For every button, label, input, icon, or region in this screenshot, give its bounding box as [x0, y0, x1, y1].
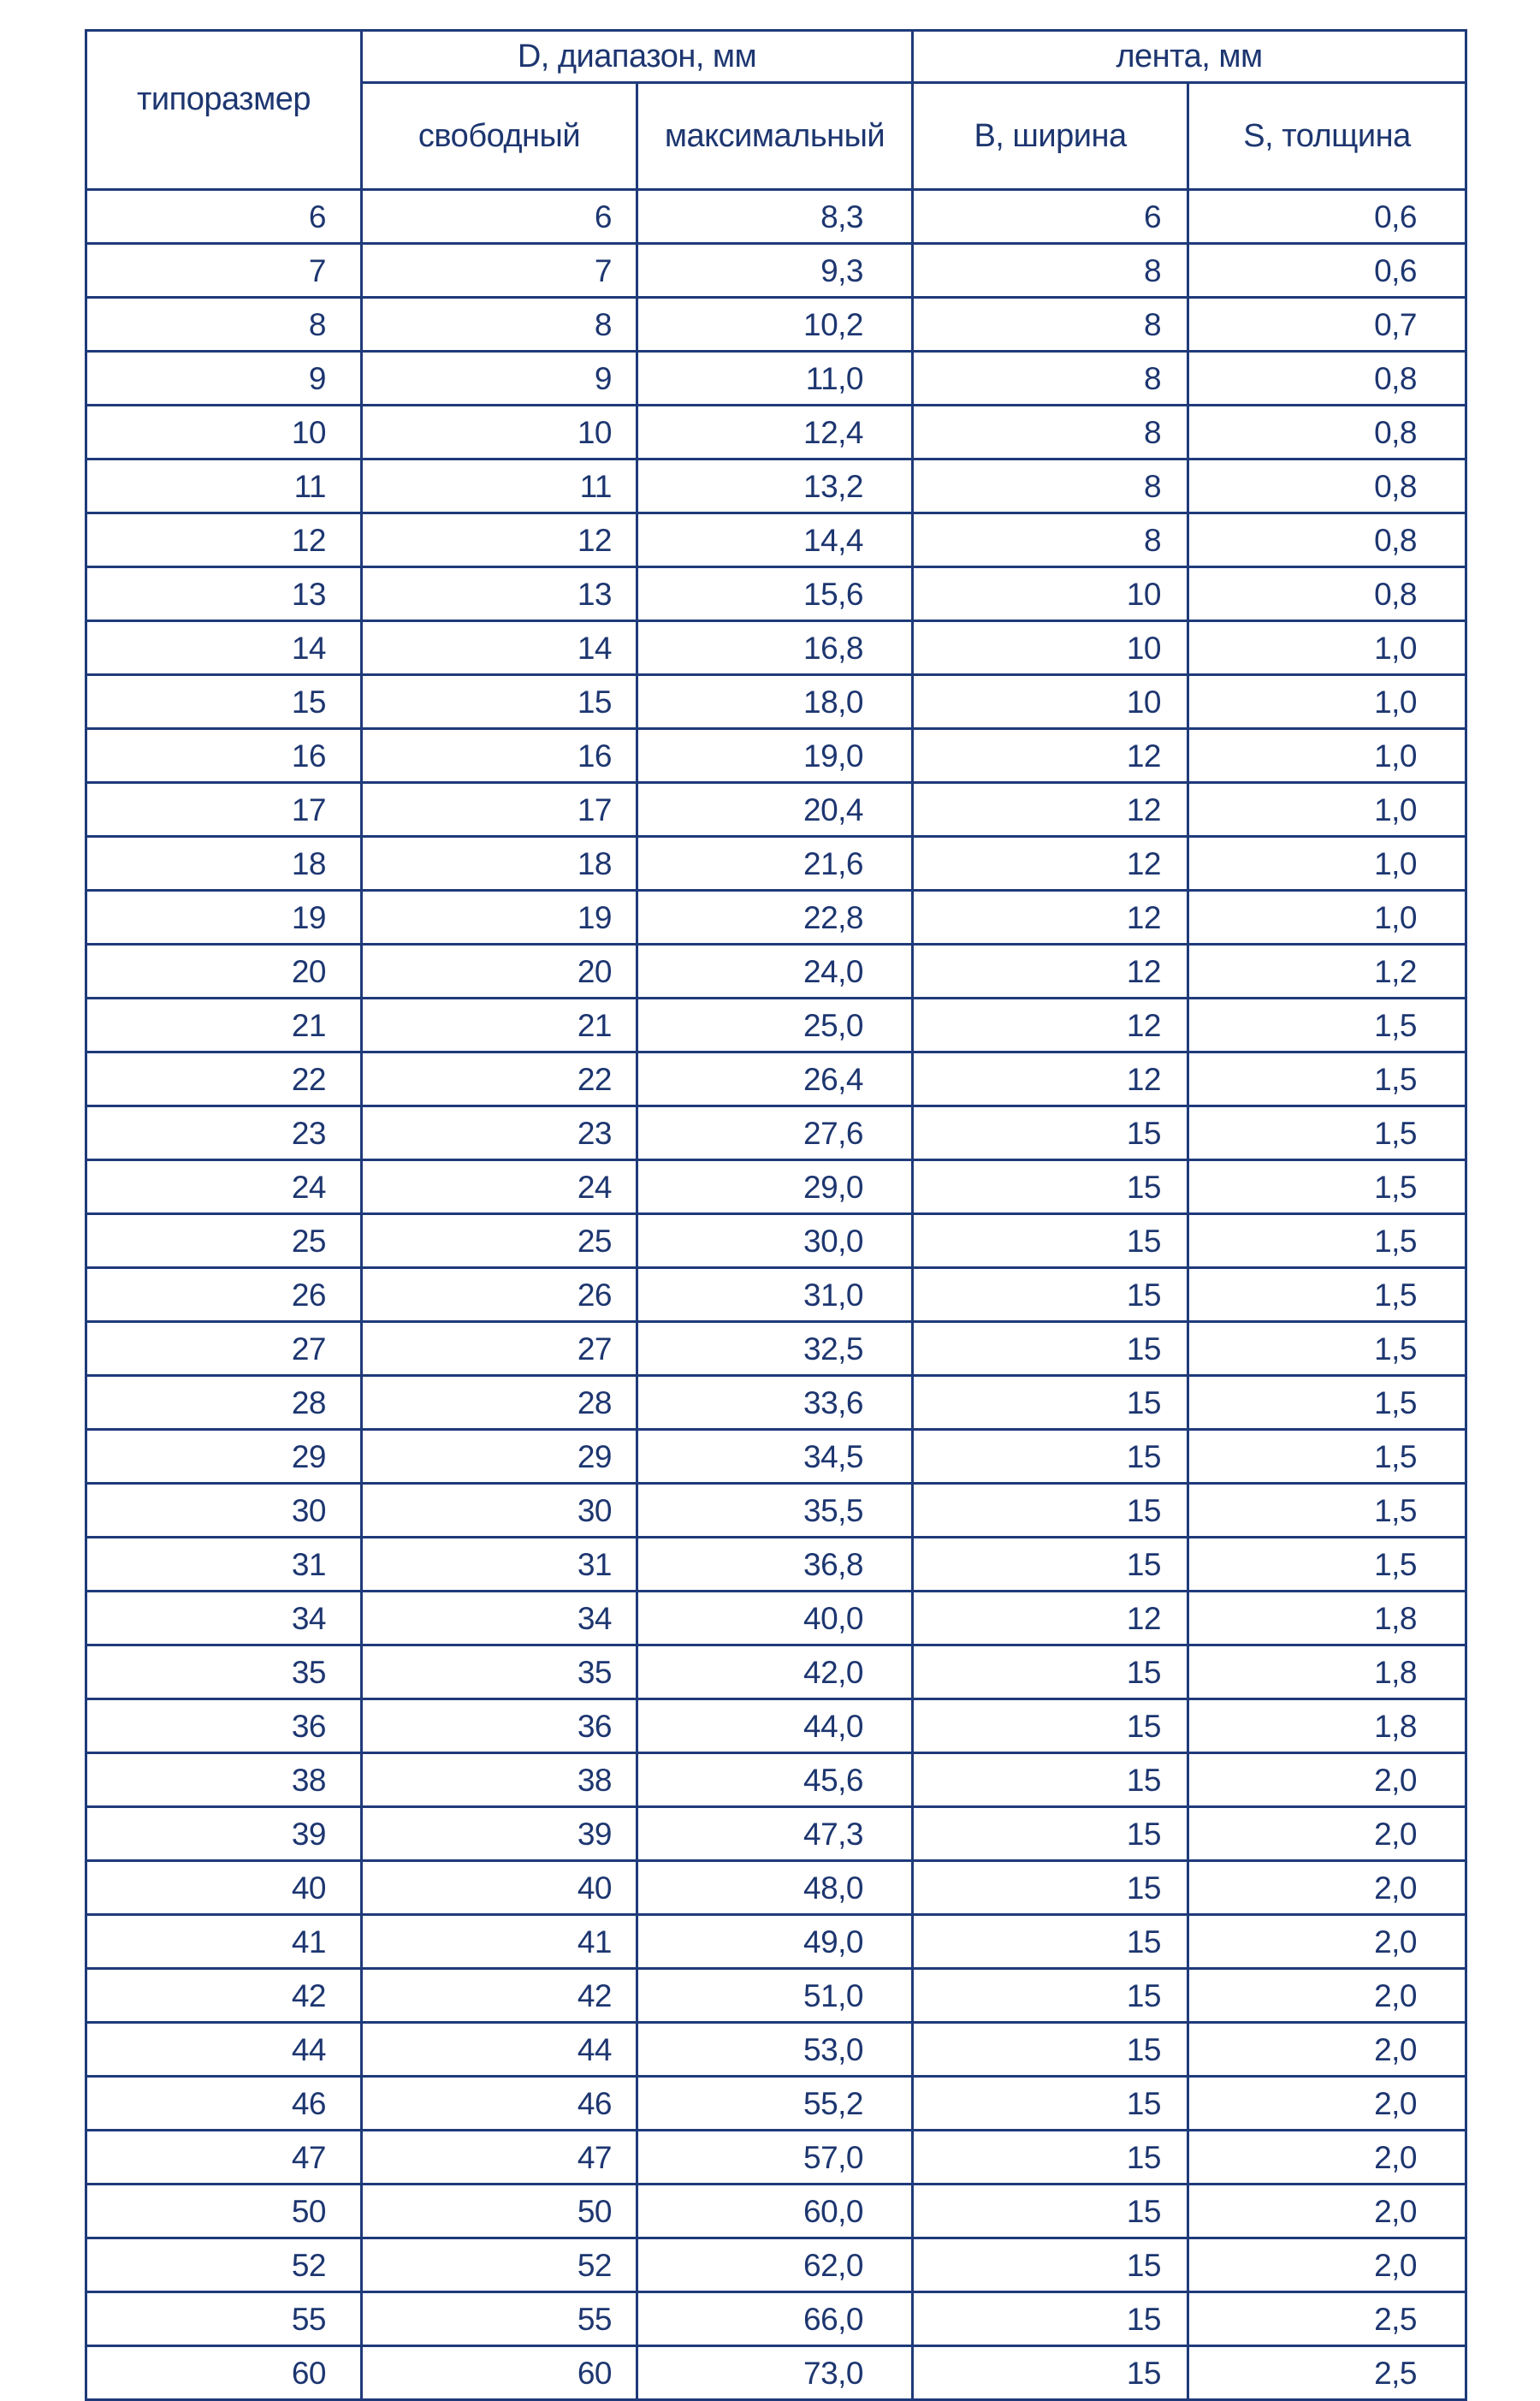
- cell-d-free: 22: [362, 1052, 637, 1106]
- cell-size: 22: [86, 1052, 362, 1106]
- cell-d-max: 66,0: [637, 2292, 913, 2346]
- cell-size: 21: [86, 999, 362, 1052]
- table-row: [86, 675, 1466, 729]
- cell-d-free: 38: [362, 1753, 637, 1807]
- cell-size: 16: [86, 729, 362, 783]
- cell-tape-thickness: 1,5: [1188, 999, 1466, 1052]
- cell-d-max: 57,0: [637, 2131, 913, 2185]
- cell-d-free: 46: [362, 2077, 637, 2131]
- cell-d-max: 49,0: [637, 1915, 913, 1969]
- cell-d-max: 16,8: [637, 621, 913, 675]
- cell-d-free: 30: [362, 1484, 637, 1538]
- cell-d-free: 50: [362, 2185, 637, 2238]
- cell-size: 52: [86, 2238, 362, 2292]
- cell-d-free: 10: [362, 406, 637, 459]
- cell-size: 26: [86, 1268, 362, 1322]
- cell-size: 13: [86, 567, 362, 621]
- cell-d-max: 45,6: [637, 1753, 913, 1807]
- table-row: [86, 1915, 1466, 1969]
- cell-d-free: 15: [362, 675, 637, 729]
- cell-d-free: 47: [362, 2131, 637, 2185]
- cell-tape-thickness: 2,0: [1188, 2077, 1466, 2131]
- cell-tape-width: 15: [913, 1376, 1188, 1430]
- cell-tape-width: 15: [913, 1699, 1188, 1753]
- cell-tape-thickness: 0,8: [1188, 459, 1466, 513]
- cell-tape-thickness: 2,5: [1188, 2292, 1466, 2346]
- cell-d-max: 44,0: [637, 1699, 913, 1753]
- cell-size: 29: [86, 1430, 362, 1484]
- cell-tape-thickness: 1,8: [1188, 1592, 1466, 1645]
- cell-tape-width: 12: [913, 999, 1188, 1052]
- cell-size: 55: [86, 2292, 362, 2346]
- cell-size: 36: [86, 1699, 362, 1753]
- cell-d-free: 34: [362, 1592, 637, 1645]
- table-row: [86, 1160, 1466, 1214]
- cell-size: 7: [86, 244, 362, 298]
- table-body: [86, 190, 1466, 2400]
- cell-size: 34: [86, 1592, 362, 1645]
- cell-tape-thickness: 1,0: [1188, 729, 1466, 783]
- cell-tape-width: 12: [913, 729, 1188, 783]
- table-row: [86, 783, 1466, 837]
- cell-tape-thickness: 1,5: [1188, 1430, 1466, 1484]
- table-row: [86, 1052, 1466, 1106]
- cell-tape-width: 8: [913, 244, 1188, 298]
- cell-d-free: 13: [362, 567, 637, 621]
- cell-tape-width: 15: [913, 1322, 1188, 1376]
- cell-d-free: 17: [362, 783, 637, 837]
- cell-tape-thickness: 2,0: [1188, 1969, 1466, 2023]
- cell-size: 42: [86, 1969, 362, 2023]
- cell-d-free: 52: [362, 2238, 637, 2292]
- cell-tape-thickness: 0,8: [1188, 352, 1466, 406]
- table-row: [86, 190, 1466, 244]
- cell-d-max: 42,0: [637, 1645, 913, 1699]
- cell-d-max: 27,6: [637, 1106, 913, 1160]
- cell-size: 11: [86, 459, 362, 513]
- cell-tape-thickness: 1,5: [1188, 1214, 1466, 1268]
- cell-d-free: 23: [362, 1106, 637, 1160]
- cell-size: 15: [86, 675, 362, 729]
- table-row: [86, 1214, 1466, 1268]
- cell-size: 38: [86, 1753, 362, 1807]
- table-row: [86, 298, 1466, 352]
- cell-tape-width: 15: [913, 1214, 1188, 1268]
- cell-d-free: 60: [362, 2346, 637, 2400]
- table-row: [86, 1268, 1466, 1322]
- cell-size: 6: [86, 190, 362, 244]
- cell-size: 28: [86, 1376, 362, 1430]
- table-row: [86, 1645, 1466, 1699]
- cell-size: 23: [86, 1106, 362, 1160]
- cell-d-free: 6: [362, 190, 637, 244]
- table-row: [86, 244, 1466, 298]
- header-size: типоразмер: [86, 31, 362, 190]
- cell-tape-thickness: 1,2: [1188, 945, 1466, 999]
- cell-d-max: 36,8: [637, 1538, 913, 1592]
- cell-size: 44: [86, 2023, 362, 2077]
- cell-size: 40: [86, 1861, 362, 1915]
- cell-tape-width: 10: [913, 675, 1188, 729]
- cell-tape-thickness: 0,8: [1188, 513, 1466, 567]
- cell-size: 35: [86, 1645, 362, 1699]
- cell-d-max: 55,2: [637, 2077, 913, 2131]
- cell-tape-width: 15: [913, 1538, 1188, 1592]
- header-tape: лента, мм: [913, 31, 1466, 83]
- cell-d-max: 10,2: [637, 298, 913, 352]
- cell-tape-width: 15: [913, 2131, 1188, 2185]
- cell-size: 10: [86, 406, 362, 459]
- cell-tape-width: 15: [913, 1160, 1188, 1214]
- cell-d-max: 47,3: [637, 1807, 913, 1861]
- table-row: [86, 1106, 1466, 1160]
- cell-size: 47: [86, 2131, 362, 2185]
- cell-tape-thickness: 1,0: [1188, 837, 1466, 891]
- cell-tape-width: 15: [913, 2346, 1188, 2400]
- table-row: [86, 837, 1466, 891]
- cell-tape-thickness: 1,0: [1188, 675, 1466, 729]
- cell-d-max: 60,0: [637, 2185, 913, 2238]
- cell-d-max: 11,0: [637, 352, 913, 406]
- cell-size: 19: [86, 891, 362, 945]
- cell-d-free: 35: [362, 1645, 637, 1699]
- cell-tape-thickness: 0,8: [1188, 567, 1466, 621]
- cell-size: 9: [86, 352, 362, 406]
- cell-tape-thickness: 1,5: [1188, 1106, 1466, 1160]
- table-row: [86, 567, 1466, 621]
- table-row: [86, 2292, 1466, 2346]
- cell-tape-width: 10: [913, 567, 1188, 621]
- header-d-max: максимальный: [637, 83, 913, 190]
- cell-tape-width: 15: [913, 2185, 1188, 2238]
- cell-tape-width: 8: [913, 298, 1188, 352]
- cell-d-max: 21,6: [637, 837, 913, 891]
- cell-tape-width: 8: [913, 352, 1188, 406]
- table-row: [86, 621, 1466, 675]
- cell-tape-width: 15: [913, 1106, 1188, 1160]
- cell-d-free: 9: [362, 352, 637, 406]
- cell-d-max: 26,4: [637, 1052, 913, 1106]
- table-row: [86, 2346, 1466, 2400]
- table-row: [86, 1699, 1466, 1753]
- table-row: [86, 459, 1466, 513]
- cell-d-max: 12,4: [637, 406, 913, 459]
- cell-tape-width: 8: [913, 513, 1188, 567]
- cell-d-free: 55: [362, 2292, 637, 2346]
- cell-size: 18: [86, 837, 362, 891]
- cell-tape-thickness: 1,5: [1188, 1052, 1466, 1106]
- table-header: [86, 31, 1466, 190]
- table-row: [86, 352, 1466, 406]
- cell-d-max: 62,0: [637, 2238, 913, 2292]
- cell-tape-width: 6: [913, 190, 1188, 244]
- cell-size: 41: [86, 1915, 362, 1969]
- cell-d-max: 8,3: [637, 190, 913, 244]
- cell-d-free: 11: [362, 459, 637, 513]
- cell-tape-thickness: 1,5: [1188, 1376, 1466, 1430]
- table-row: [86, 891, 1466, 945]
- cell-d-free: 27: [362, 1322, 637, 1376]
- header-d-free: свободный: [362, 83, 637, 190]
- cell-d-max: 13,2: [637, 459, 913, 513]
- header-tape-width: В, ширина: [913, 83, 1188, 190]
- table-row: [86, 513, 1466, 567]
- table-row: [86, 1376, 1466, 1430]
- cell-tape-thickness: 2,0: [1188, 2131, 1466, 2185]
- cell-tape-thickness: 2,0: [1188, 2238, 1466, 2292]
- cell-d-free: 21: [362, 999, 637, 1052]
- cell-size: 14: [86, 621, 362, 675]
- cell-tape-thickness: 2,0: [1188, 1753, 1466, 1807]
- cell-tape-thickness: 2,0: [1188, 1861, 1466, 1915]
- cell-tape-width: 12: [913, 1052, 1188, 1106]
- cell-tape-width: 15: [913, 2238, 1188, 2292]
- cell-tape-width: 12: [913, 1592, 1188, 1645]
- cell-d-free: 39: [362, 1807, 637, 1861]
- cell-d-free: 12: [362, 513, 637, 567]
- cell-d-free: 19: [362, 891, 637, 945]
- cell-d-max: 25,0: [637, 999, 913, 1052]
- cell-d-free: 7: [362, 244, 637, 298]
- cell-tape-thickness: 1,5: [1188, 1322, 1466, 1376]
- cell-size: 25: [86, 1214, 362, 1268]
- cell-d-max: 9,3: [637, 244, 913, 298]
- cell-size: 39: [86, 1807, 362, 1861]
- cell-tape-thickness: 1,5: [1188, 1484, 1466, 1538]
- cell-tape-width: 15: [913, 1915, 1188, 1969]
- cell-tape-width: 15: [913, 1430, 1188, 1484]
- cell-d-free: 25: [362, 1214, 637, 1268]
- cell-tape-thickness: 1,5: [1188, 1538, 1466, 1592]
- table-row: [86, 2023, 1466, 2077]
- cell-tape-thickness: 1,8: [1188, 1699, 1466, 1753]
- cell-d-max: 30,0: [637, 1214, 913, 1268]
- cell-tape-width: 10: [913, 621, 1188, 675]
- cell-tape-width: 15: [913, 2077, 1188, 2131]
- cell-tape-width: 12: [913, 837, 1188, 891]
- table-row: [86, 729, 1466, 783]
- cell-d-free: 14: [362, 621, 637, 675]
- cell-tape-thickness: 1,0: [1188, 891, 1466, 945]
- cell-size: 46: [86, 2077, 362, 2131]
- header-tape-thickness: S, толщина: [1188, 83, 1466, 190]
- cell-d-max: 33,6: [637, 1376, 913, 1430]
- cell-tape-width: 15: [913, 1268, 1188, 1322]
- cell-tape-thickness: 0,6: [1188, 244, 1466, 298]
- table-row: [86, 1484, 1466, 1538]
- cell-d-max: 40,0: [637, 1592, 913, 1645]
- cell-tape-width: 15: [913, 1807, 1188, 1861]
- cell-d-free: 16: [362, 729, 637, 783]
- cell-d-max: 14,4: [637, 513, 913, 567]
- cell-tape-thickness: 0,7: [1188, 298, 1466, 352]
- cell-size: 12: [86, 513, 362, 567]
- cell-d-max: 15,6: [637, 567, 913, 621]
- cell-tape-thickness: 1,0: [1188, 621, 1466, 675]
- cell-d-free: 28: [362, 1376, 637, 1430]
- cell-d-max: 51,0: [637, 1969, 913, 2023]
- cell-tape-width: 8: [913, 459, 1188, 513]
- cell-d-free: 20: [362, 945, 637, 999]
- cell-d-max: 18,0: [637, 675, 913, 729]
- cell-tape-width: 15: [913, 2292, 1188, 2346]
- cell-d-max: 22,8: [637, 891, 913, 945]
- cell-size: 8: [86, 298, 362, 352]
- cell-d-max: 73,0: [637, 2346, 913, 2400]
- table-row: [86, 1807, 1466, 1861]
- cell-d-free: 36: [362, 1699, 637, 1753]
- cell-size: 30: [86, 1484, 362, 1538]
- cell-size: 24: [86, 1160, 362, 1214]
- header-row-top: [86, 31, 1466, 83]
- table-row: [86, 945, 1466, 999]
- size-table: [85, 29, 1467, 2401]
- cell-d-free: 24: [362, 1160, 637, 1214]
- cell-tape-width: 8: [913, 406, 1188, 459]
- table-row: [86, 2131, 1466, 2185]
- cell-d-max: 31,0: [637, 1268, 913, 1322]
- cell-tape-thickness: 2,0: [1188, 2023, 1466, 2077]
- cell-tape-width: 15: [913, 1645, 1188, 1699]
- cell-tape-width: 12: [913, 945, 1188, 999]
- cell-d-max: 19,0: [637, 729, 913, 783]
- cell-tape-width: 15: [913, 1484, 1188, 1538]
- table-row: [86, 406, 1466, 459]
- cell-d-free: 41: [362, 1915, 637, 1969]
- table-row: [86, 1861, 1466, 1915]
- table-row: [86, 1753, 1466, 1807]
- cell-size: 20: [86, 945, 362, 999]
- table-row: [86, 1592, 1466, 1645]
- cell-tape-width: 15: [913, 1753, 1188, 1807]
- cell-d-max: 24,0: [637, 945, 913, 999]
- cell-tape-width: 15: [913, 1861, 1188, 1915]
- cell-d-max: 20,4: [637, 783, 913, 837]
- table-row: [86, 2185, 1466, 2238]
- cell-tape-width: 15: [913, 2023, 1188, 2077]
- table-row: [86, 1430, 1466, 1484]
- cell-tape-thickness: 2,0: [1188, 1915, 1466, 1969]
- cell-tape-thickness: 2,0: [1188, 1807, 1466, 1861]
- cell-d-free: 29: [362, 1430, 637, 1484]
- cell-tape-thickness: 1,0: [1188, 783, 1466, 837]
- cell-d-free: 42: [362, 1969, 637, 2023]
- table-row: [86, 2077, 1466, 2131]
- cell-size: 50: [86, 2185, 362, 2238]
- table-row: [86, 2238, 1466, 2292]
- header-d-range: D, диапазон, мм: [362, 31, 913, 83]
- cell-d-max: 48,0: [637, 1861, 913, 1915]
- cell-tape-thickness: 0,6: [1188, 190, 1466, 244]
- cell-tape-thickness: 1,8: [1188, 1645, 1466, 1699]
- cell-tape-thickness: 1,5: [1188, 1160, 1466, 1214]
- cell-d-max: 29,0: [637, 1160, 913, 1214]
- cell-size: 60: [86, 2346, 362, 2400]
- cell-tape-width: 12: [913, 783, 1188, 837]
- cell-tape-thickness: 2,0: [1188, 2185, 1466, 2238]
- table-row: [86, 1969, 1466, 2023]
- cell-d-free: 40: [362, 1861, 637, 1915]
- cell-d-free: 18: [362, 837, 637, 891]
- cell-tape-thickness: 2,5: [1188, 2346, 1466, 2400]
- cell-tape-thickness: 1,5: [1188, 1268, 1466, 1322]
- cell-d-max: 53,0: [637, 2023, 913, 2077]
- cell-size: 27: [86, 1322, 362, 1376]
- cell-d-free: 8: [362, 298, 637, 352]
- cell-tape-thickness: 0,8: [1188, 406, 1466, 459]
- cell-tape-width: 12: [913, 891, 1188, 945]
- cell-d-max: 34,5: [637, 1430, 913, 1484]
- cell-d-free: 26: [362, 1268, 637, 1322]
- cell-d-max: 32,5: [637, 1322, 913, 1376]
- table-row: [86, 1538, 1466, 1592]
- cell-d-free: 44: [362, 2023, 637, 2077]
- cell-size: 31: [86, 1538, 362, 1592]
- cell-size: 17: [86, 783, 362, 837]
- table-row: [86, 1322, 1466, 1376]
- cell-tape-width: 15: [913, 1969, 1188, 2023]
- table-row: [86, 999, 1466, 1052]
- cell-d-free: 31: [362, 1538, 637, 1592]
- cell-d-max: 35,5: [637, 1484, 913, 1538]
